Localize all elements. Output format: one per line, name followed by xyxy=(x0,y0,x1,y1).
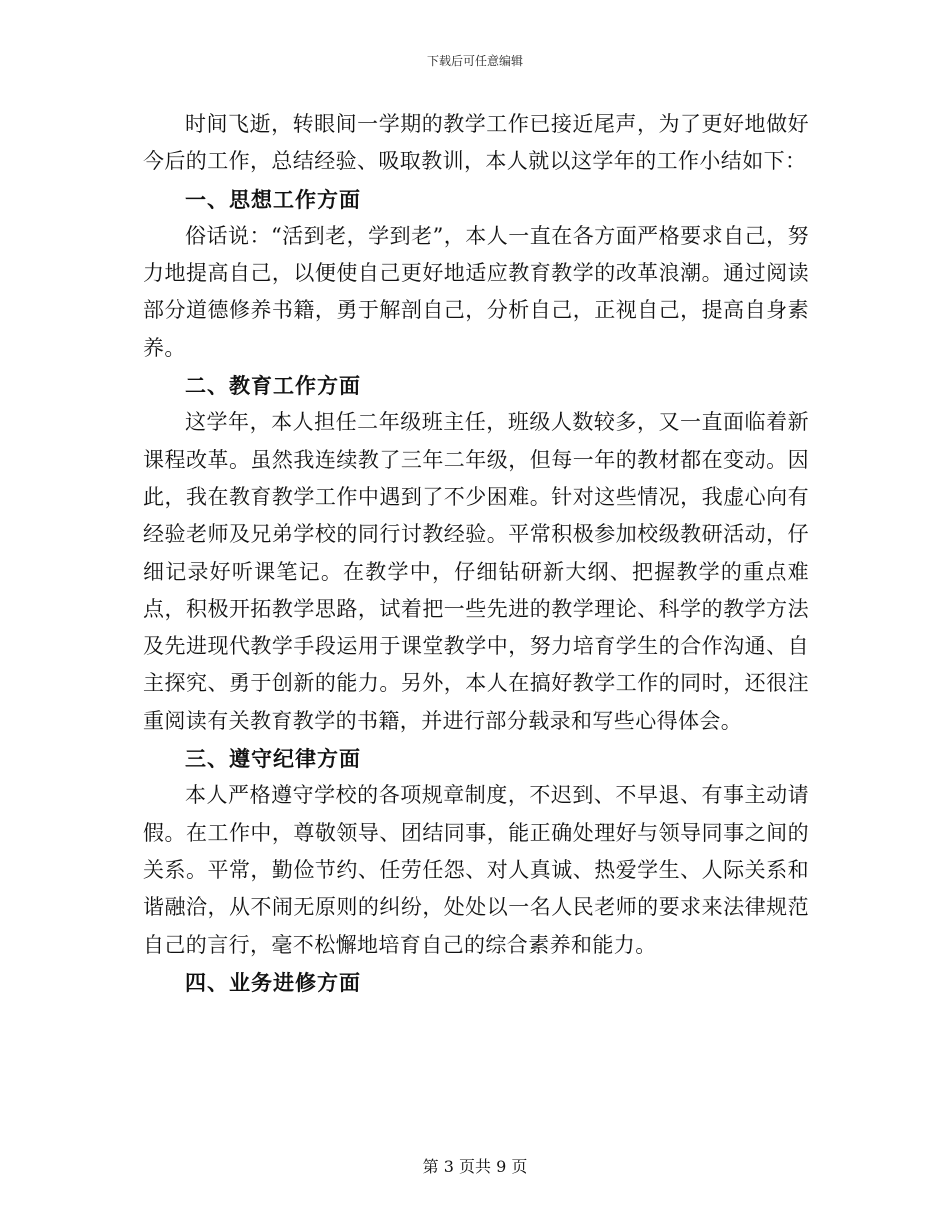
document-body xyxy=(143,106,809,1001)
section-paragraph-education: 这学年，本人担任二年级班主任，班级人数较多，又一直面临着新课程改革。虽然我连续教了三年二年级，但每一年的教材都在变动。因此，我在教育教学工作中遇到了不少困难。针对这些情况，我虚心向有经验老师及兄弟学校的同行讨教经验。平常积极参加校级教研活动，仔细记录好听课笔记。在教学中，仔细钻研新大纲、把握教学的重点难点，积极开拓教学思路，试着把一些先进的教学理论、科学的教学方法及先进现代教学手段运用于课堂教学中，努力培育学生的合作沟通、自主探究、勇于创新的能力。另外，本人在搞好教学工作的同时，还很注重阅读有关教育教学的书籍，并进行部分载录和写些心得体会。 xyxy=(143,410,809,733)
section-heading-discipline: 三、遵守纪律方面 xyxy=(185,746,361,772)
intro-paragraph: 时间飞逝，转眼间一学期的教学工作已接近尾声，为了更好地做好今后的工作，总结经验、吸取教训，本人就以这学年的工作小结如下： xyxy=(143,112,809,174)
section-paragraph-discipline: 本人严格遵守学校的各项规章制度，不迟到、不早退、有事主动请假。在工作中，尊敬领导、团结同事，能正确处理好与领导同事之间的关系。平常，勤俭节约、任劳任怨、对人真诚、热爱学生、人际关系和谐融洽，从不闹无原则的纠纷，处处以一名人民老师的要求来法律规范自己的言行，毫不松懈地培育自己的综合素养和能力。 xyxy=(143,783,809,957)
section-heading-thought: 一、思想工作方面 xyxy=(185,186,361,212)
section-heading-education: 二、教育工作方面 xyxy=(185,373,361,399)
section-paragraph-thought: 俗话说：“活到老，学到老”，本人一直在各方面严格要求自己，努力地提高自己，以便使自己更好地适应教育教学的改革浪潮。通过阅读部分道德修养书籍，勇于解剖自己，分析自己，正视自己，提高自身素养。 xyxy=(143,223,809,360)
page-footer: 第 3 页共 9 页 xyxy=(422,1157,528,1176)
page-header: 下载后可任意编辑 xyxy=(426,54,523,68)
section-heading-professional-study: 四、业务进修方面 xyxy=(185,969,361,995)
